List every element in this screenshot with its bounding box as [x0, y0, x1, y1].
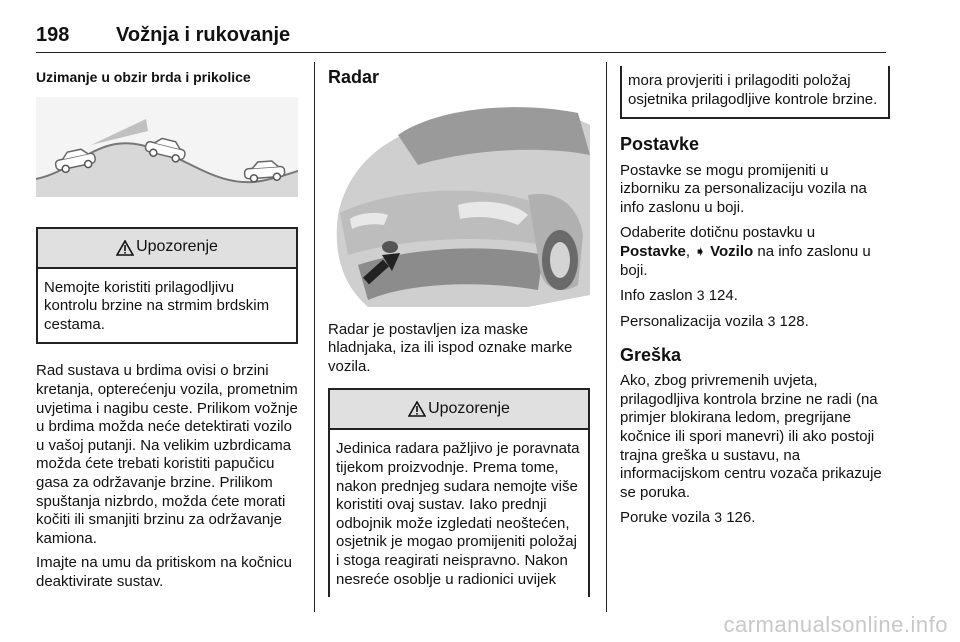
site-watermark: carmanualsonline.info [723, 612, 948, 637]
column-1 [36, 62, 300, 598]
warning-title: Upozorenje [136, 238, 218, 256]
hills-illustration [36, 97, 298, 197]
reference-personalization: Personalizacija vozila 3 128. [620, 312, 809, 330]
settings-path-paragraph [620, 224, 886, 281]
menu-arrow-icon: ➧ [694, 243, 706, 260]
chapter-title: Vožnja i rukovanje [116, 24, 291, 46]
radar-caption: Radar je postavljen iza maske hladnjaka, iza ili ispod oznake marke vozila. [328, 320, 573, 375]
page-number: 198 [36, 24, 70, 46]
hills-paragraph: Rad sustava u brdima ovisi o brzini kretanja, opterećenju vozila, prometnim uvjetima i nagibu ceste. Prilikom vožnje u brdima možda neće detektirati vozilo u vašoj putanji. Na velikim uzbrdicama možda ćete trebati koristiti papučicu gasa za održavanje brzine. Prilikom spuštanja nizbrdo, možda ćete morati kočiti ili smanjiti brzinu za održavanje kamiona. [36, 362, 298, 547]
settings-separator: , [685, 243, 695, 261]
page-reference-icon: 3 [696, 287, 705, 304]
reference-info-display: Info zaslon 3 124. [620, 287, 738, 305]
radar-car-illustration [328, 95, 590, 307]
warning-box-continued: mora provjeriti i prilagoditi položaj osjetnika prilagodljive kontrole brzine. [620, 66, 890, 119]
warning-triangle-icon [116, 240, 134, 256]
warning-triangle-icon [408, 401, 426, 417]
column-3 [620, 62, 886, 534]
settings-heading: Postavke [620, 134, 700, 155]
fault-paragraph: Ako, zbog privremenih uvjeta, prilagodljiva kontrola brzine ne radi (na primjer blokirana ledom, pregrijane kočnice ili spori manevri) ili ako postoji trajna greška u sustavu, na informacijskom centru vozača prikazuje se poruka. [620, 372, 882, 501]
settings-path-intro: Odaberite dotičnu postavku u [620, 223, 816, 241]
brake-note: Imajte na umu da pritiskom na kočnicu deaktivirate sustav. [36, 554, 292, 590]
column-divider-1 [314, 62, 315, 612]
column-2 [328, 62, 590, 597]
hills-heading: Uzimanje u obzir brda i prikolice [36, 69, 251, 85]
page-header [36, 18, 886, 53]
warning-box-radar [328, 388, 590, 597]
reference-vehicle-messages: Poruke vozila 3 126. [620, 509, 756, 527]
warning-header [330, 390, 588, 430]
settings-menu-label: Postavke [620, 243, 686, 261]
page-reference-icon: 3 [767, 312, 776, 329]
settings-paragraph: Postavke se mogu promijeniti u izborniku za personalizaciju vozila na info zaslonu u boji. [620, 161, 867, 216]
settings-path-end: na info zaslonu u boji. [620, 243, 871, 279]
column-divider-2 [606, 62, 607, 612]
radar-heading: Radar [328, 67, 380, 87]
warning-text: Jedinica radara pažljivo je poravnata tijekom proizvodnje. Prema tome, nakon prednjeg sudara nemojte više koristiti ovaj sustav. Iako prednji odbojnik može izgledati neoštećen, osjetnik je mogao promijeniti položaj i stoga reagirati neispravno. Nakon nesreće osoblje u radionici uvijek [336, 440, 580, 588]
warning-text: Nemojte koristiti prilagodljivu kontrolu brzine na strmim brdskim cestama. [44, 278, 270, 333]
warning-header [38, 229, 296, 269]
page-reference-icon: 3 [714, 509, 723, 526]
warning-title: Upozorenje [428, 400, 510, 418]
vehicle-menu-label: Vozilo [710, 243, 754, 261]
fault-heading: Greška [620, 344, 682, 365]
warning-box-hills [36, 227, 298, 345]
